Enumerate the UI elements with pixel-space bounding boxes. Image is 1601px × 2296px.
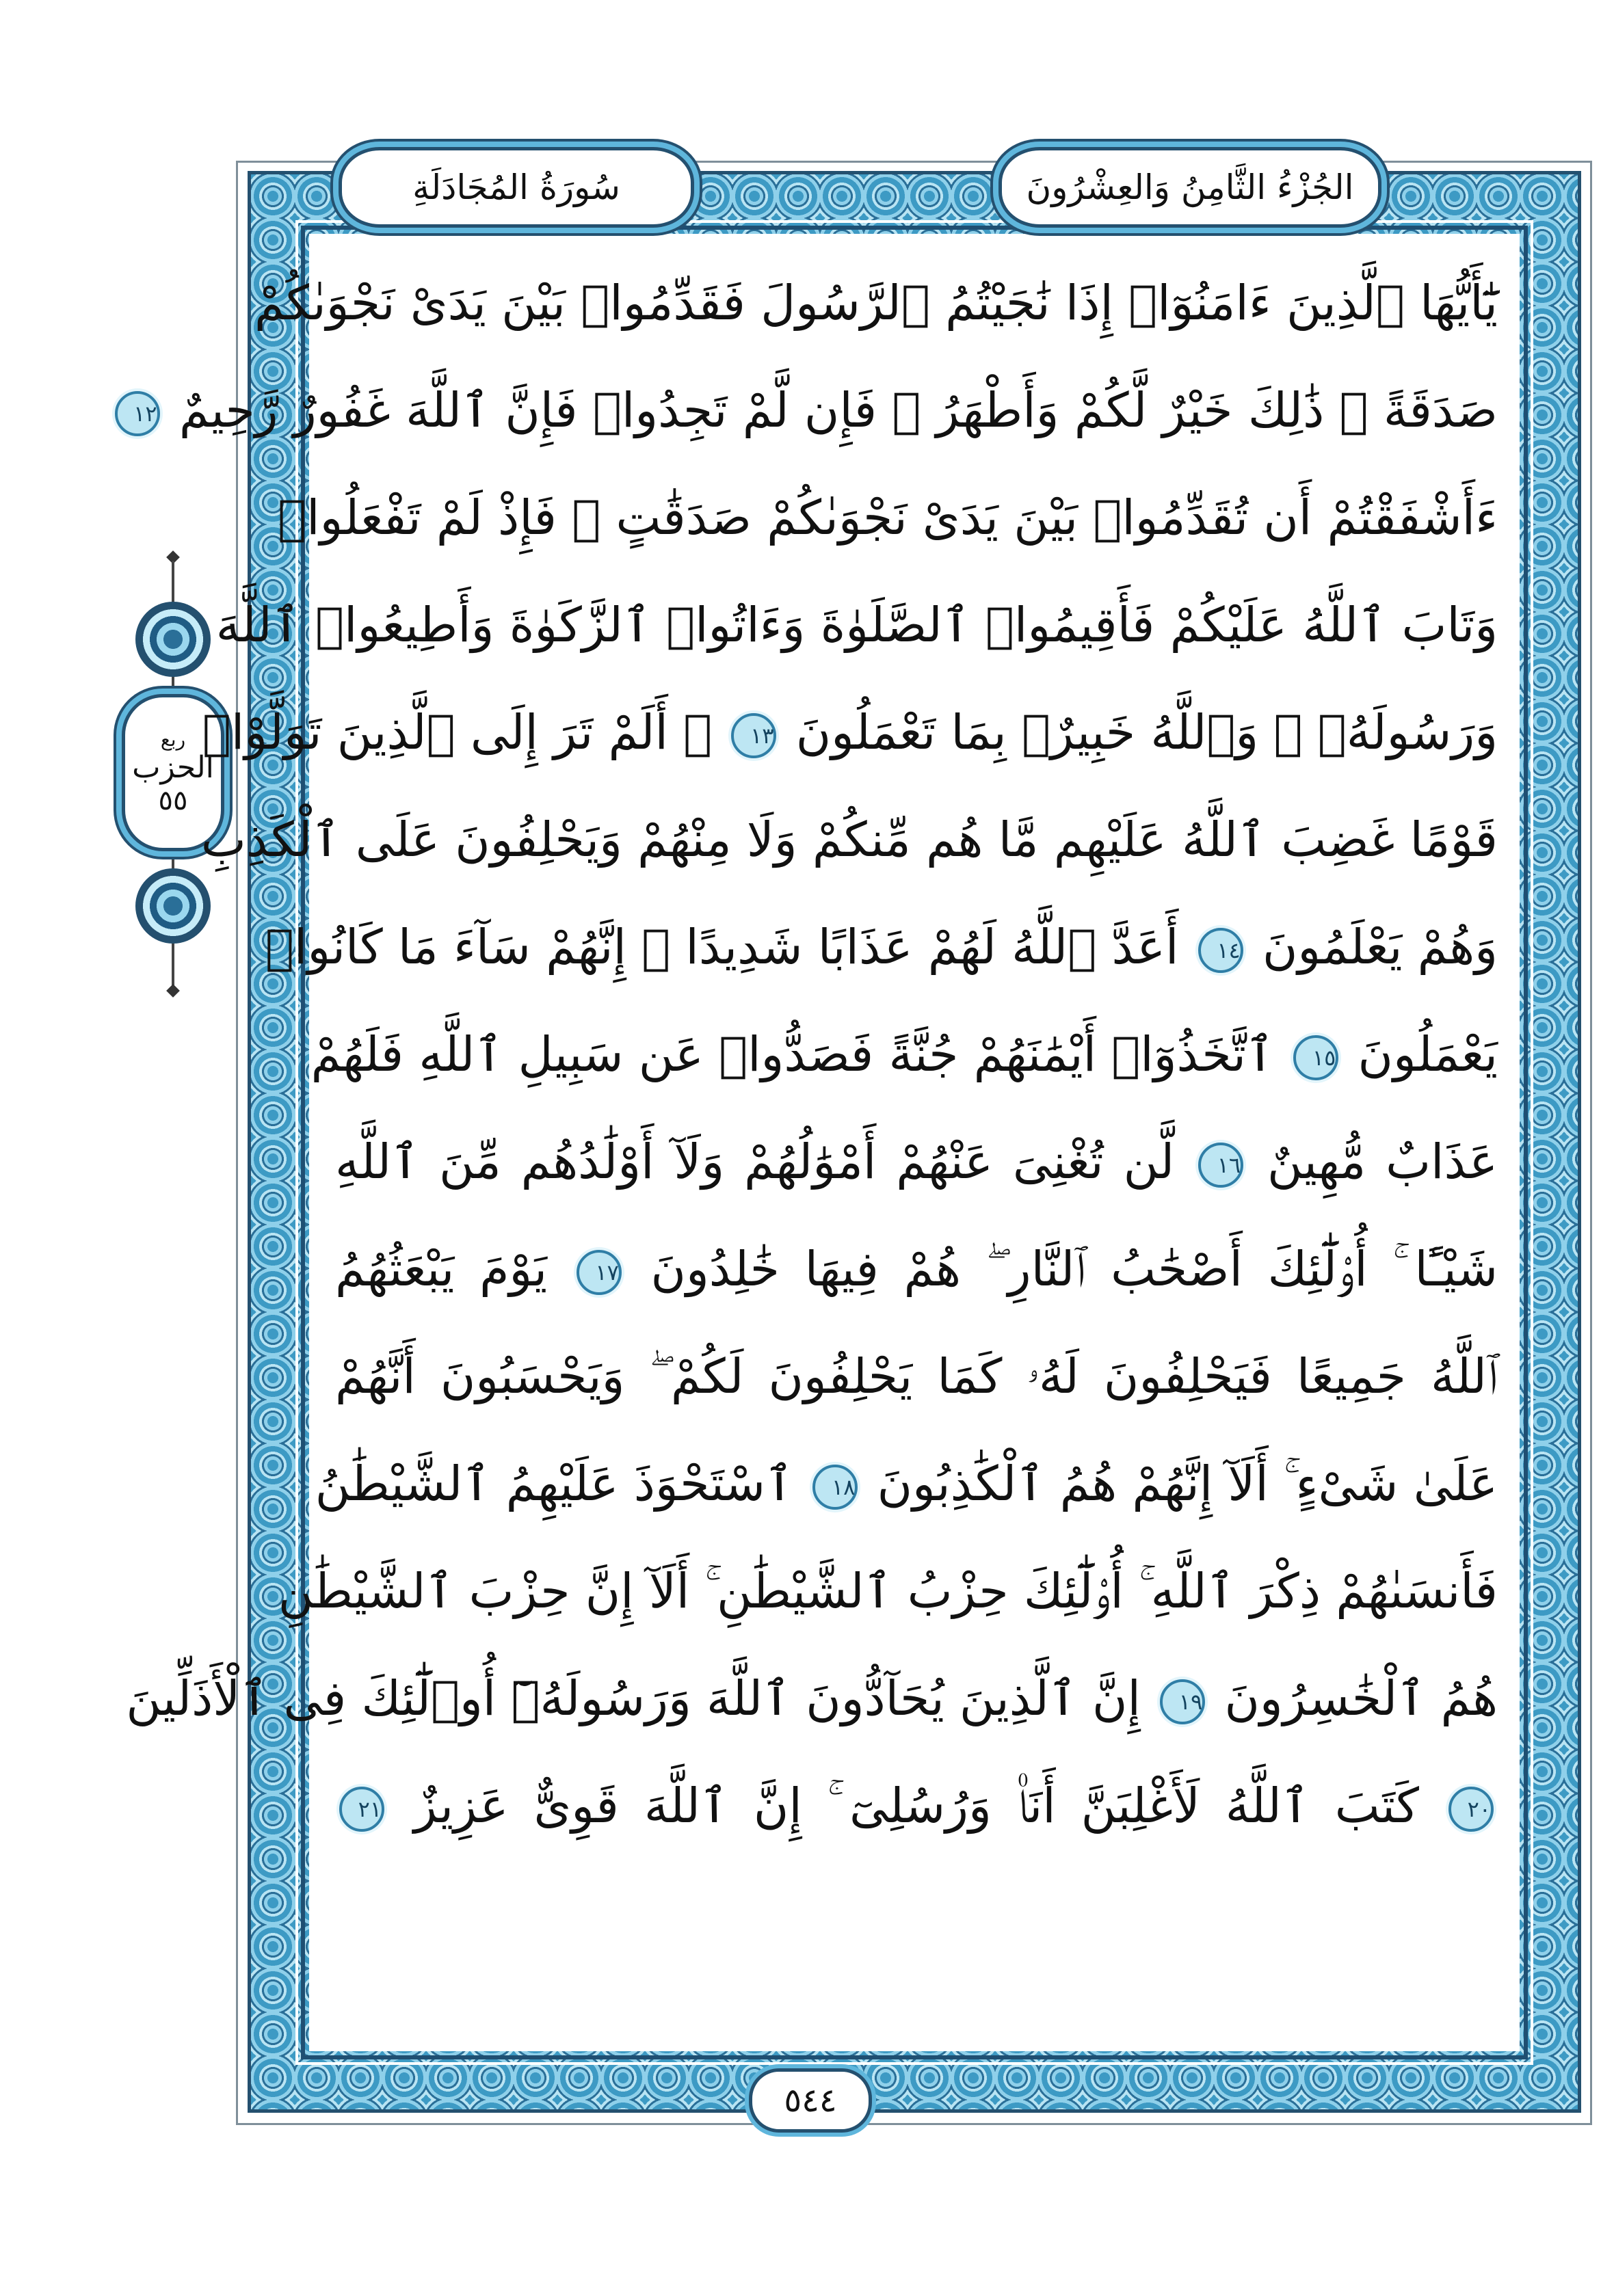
verse-number-marker: ١٦ — [1198, 1143, 1243, 1188]
text-line: قَوْمًا غَضِبَ ٱللَّهُ عَلَيْهِم مَّا هُم مِّنكُمْ وَلَا مِنْهُمْ وَيَحْلِفُونَ عَلَى ٱلْكَذِبِ — [200, 812, 1498, 868]
text-line: وَهُمْ يَعْلَمُونَ ١٤ أَعَدَّ ٱللَّهُ لَهُمْ عَذَابًا شَدِيدًا ۖ إِنَّهُمْ سَآءَ مَا كَانُوا۟ — [265, 919, 1498, 975]
verse-number-marker: ٢٠ — [1448, 1787, 1494, 1832]
text-line: يَٰٓأَيُّهَا ٱلَّذِينَ ءَامَنُوٓا۟ إِذَا نَٰجَيْتُمُ ٱلرَّسُولَ فَقَدِّمُوا۟ بَيْنَ يَدَىْ نَجْوَىٰكُمْ — [254, 275, 1498, 331]
verse-number-marker: ١٩ — [1160, 1679, 1205, 1724]
verse-number-marker: ١٧ — [577, 1250, 622, 1295]
text-line: عَلَىٰ شَىْءٍ ۚ أَلَآ إِنَّهُمْ هُمُ ٱلْكَٰذِبُونَ ١٨ ٱسْتَحْوَذَ عَلَيْهِمُ ٱلشَّيْطَٰنُ — [315, 1456, 1498, 1512]
text-line: عَذَابٌ مُّهِينٌ ١٦ لَّن تُغْنِىَ عَنْهُمْ أَمْوَٰلُهُمْ وَلَآ أَوْلَٰدُهُم مِّنَ ٱللَّهِ — [335, 1134, 1498, 1190]
hizb-word: الحزب — [132, 749, 214, 785]
text-line: ٱللَّهُ جَمِيعًا فَيَحْلِفُونَ لَهُۥ كَمَا يَحْلِفُونَ لَكُمْ ۖ وَيَحْسَبُونَ أَنَّهُمْ — [335, 1348, 1498, 1404]
page-number-cartouche — [749, 2068, 872, 2133]
text-line: شَيْـًٔا ۚ أُو۟لَٰٓئِكَ أَصْحَٰبُ ٱلنَّارِ ۖ هُمْ فِيهَا خَٰلِدُونَ ١٧ يَوْمَ يَبْعَثُهُمُ — [335, 1241, 1498, 1297]
hizb-rail-bottom-tip — [166, 984, 180, 998]
text-line: صَدَقَةً ۚ ذَٰلِكَ خَيْرٌ لَّكُمْ وَأَطْهَرُ ۚ فَإِن لَّمْ تَجِدُوا۟ فَإِنَّ ٱللَّهَ غَفُورٌ رَّحِيمٌ ١٢ — [335, 357, 1498, 464]
text-line: وَتَابَ ٱللَّهُ عَلَيْكُمْ فَأَقِيمُوا۟ ٱلصَّلَوٰةَ وَءَاتُوا۟ ٱلزَّكَوٰةَ وَأَطِيعُوا۟ ٱللَّهَ — [215, 597, 1498, 653]
verse-number-marker: ١٢ — [115, 391, 160, 436]
verse-number-marker: ١٤ — [1198, 928, 1243, 973]
text-line: فَأَنسَىٰهُمْ ذِكْرَ ٱللَّهِ ۚ أُو۟لَٰٓئِكَ حِزْبُ ٱلشَّيْطَٰنِ ۚ أَلَآ إِنَّ حِزْبَ ٱلشَّيْطَٰنِ — [278, 1563, 1498, 1619]
text-line: هُمُ ٱلْخَٰسِرُونَ ١٩ إِنَّ ٱلَّذِينَ يُحَآدُّونَ ٱللَّهَ وَرَسُولَهُۥٓ أُو۟لَٰٓئِكَ فِى ٱلْأَذَلِّينَ — [126, 1670, 1498, 1726]
surah-title: سُورَةُ المُجَادَلَةِ — [412, 168, 620, 207]
surah-title-cartouche — [339, 147, 694, 228]
text-line: ٢٠ كَتَبَ ٱللَّهُ لَأَغْلِبَنَّ أَنَا۠ وَرُسُلِىٓ ۚ إِنَّ ٱللَّهَ قَوِىٌّ عَزِيزٌ ٢١ — [335, 1752, 1498, 1860]
text-line: وَرَسُولَهُۥ ۚ وَٱللَّهُ خَبِيرٌۢ بِمَا تَعْمَلُونَ ١٣ ۞ أَلَمْ تَرَ إِلَى ٱلَّذِينَ تَوَلَّوْا۟ — [202, 704, 1498, 760]
hizb-number: ٥٥ — [158, 785, 188, 817]
text-line: يَعْمَلُونَ ١٥ ٱتَّخَذُوٓا۟ أَيْمَٰنَهُمْ جُنَّةً فَصَدُّوا۟ عَن سَبِيلِ ٱللَّهِ فَلَهُمْ — [310, 1026, 1498, 1082]
verse-number-marker: ١٨ — [812, 1465, 858, 1510]
hizb-quarter-label: ربع — [160, 727, 186, 751]
hizb-ornament-bottom — [135, 868, 211, 944]
juz-title-cartouche — [998, 147, 1381, 228]
page-number: ٥٤٤ — [784, 2081, 837, 2120]
verse-number-marker: ١٥ — [1293, 1035, 1338, 1080]
text-line: ءَأَشْفَقْتُمْ أَن تُقَدِّمُوا۟ بَيْنَ يَدَىْ نَجْوَىٰكُمْ صَدَقَٰتٍ ۚ فَإِذْ لَمْ تَفْعَلُوا۟ — [278, 490, 1498, 546]
verse-number-marker: ٢١ — [339, 1787, 384, 1832]
juz-title: الجُزْءُ الثَّامِنُ وَالعِشْرُونَ — [1026, 168, 1354, 207]
hizb-ornament-top — [135, 602, 211, 677]
verse-number-marker: ١٣ — [731, 713, 776, 758]
